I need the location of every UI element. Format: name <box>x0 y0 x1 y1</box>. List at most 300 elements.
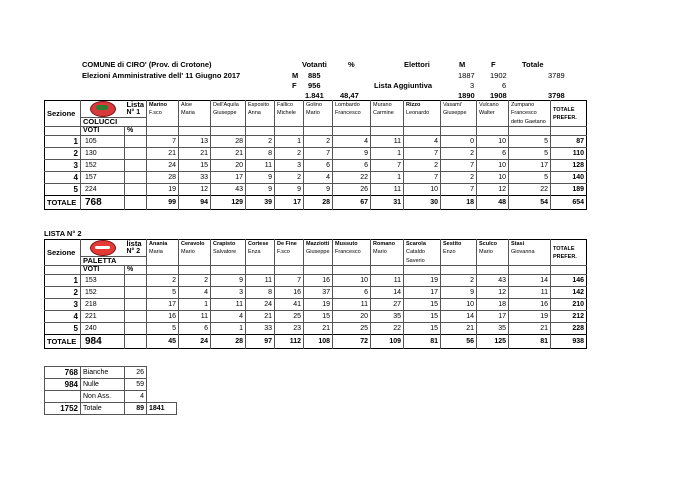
summary-label: Bianche <box>81 367 125 379</box>
preference-count: 0 <box>441 136 477 148</box>
final-m: 1890 <box>458 91 475 100</box>
lista2-table <box>44 239 587 349</box>
section-total-pref: 140 <box>551 172 587 184</box>
candidate-firstname: Enzo <box>441 248 477 256</box>
candidate-surname: Zumpano <box>509 101 551 110</box>
total-preference: 94 <box>179 196 211 210</box>
preference-count: 21 <box>179 148 211 160</box>
summary-value: 26 <box>125 367 147 379</box>
preference-count: 3 <box>275 160 304 172</box>
lista-aggiuntiva-label: Lista Aggiuntiva <box>374 81 433 90</box>
m-votanti: 885 <box>308 71 321 80</box>
elettori-tot: 3789 <box>548 71 565 80</box>
preference-count: 9 <box>246 184 275 196</box>
candidate-extra <box>441 257 477 266</box>
blank-cell <box>551 266 587 275</box>
total-preference: 18 <box>441 196 477 210</box>
elettori-label: Elettori <box>404 60 430 69</box>
preference-count: 11 <box>333 299 371 311</box>
final-f: 1908 <box>490 91 507 100</box>
candidate-surname: De Fine <box>275 240 304 249</box>
sezione-label: Sezione <box>47 247 76 257</box>
voti-label: VOTI <box>81 266 125 275</box>
preference-count: 7 <box>275 275 304 287</box>
preference-count: 22 <box>371 323 404 335</box>
section-total-pref: 228 <box>551 323 587 335</box>
lista-label: lista <box>126 239 142 248</box>
blank-cell <box>304 266 333 275</box>
candidate-surname: Anania <box>147 240 179 249</box>
total-preference: 125 <box>477 335 509 349</box>
summary-label: Non Ass. <box>81 391 125 403</box>
candidate-firstname: Francesco <box>509 109 551 117</box>
candidate-extra <box>275 257 304 266</box>
f-label-votanti: F <box>292 81 297 90</box>
preference-count: 37 <box>304 287 333 299</box>
blank-cell <box>125 196 147 210</box>
candidate-surname: Dell'Aquila <box>211 101 246 110</box>
summary-value: 59 <box>125 379 147 391</box>
total-preference: 54 <box>509 196 551 210</box>
candidate-firstname: Giuseppe <box>211 109 246 117</box>
section-total-pref: 212 <box>551 311 587 323</box>
section-row <box>45 299 587 311</box>
candidate-extra: detto Gaetano <box>509 118 551 127</box>
totale-pref-header <box>551 101 587 127</box>
total-preference: 28 <box>304 196 333 210</box>
totale-voti: 984 <box>81 335 125 349</box>
preference-count: 9 <box>246 172 275 184</box>
preference-count: 7 <box>404 172 441 184</box>
preference-count: 12 <box>179 184 211 196</box>
preference-count: 8 <box>246 287 275 299</box>
summary-value: 4 <box>125 391 147 403</box>
candidate-surname: Crapisto <box>211 240 246 249</box>
preference-count: 33 <box>246 323 275 335</box>
totale-pref-label: TOTALE <box>553 245 575 252</box>
candidate-extra <box>477 118 509 127</box>
summary-value: 89 <box>125 403 147 415</box>
preference-count: 10 <box>441 299 477 311</box>
preference-count: 2 <box>404 160 441 172</box>
summary-number: 1752 <box>45 403 81 415</box>
candidate-firstname: Cataldo <box>404 248 441 256</box>
pct-label: % <box>348 60 355 69</box>
list-leader-name: PALETTA <box>81 257 147 266</box>
preference-count: 7 <box>371 160 404 172</box>
blank-cell <box>404 127 441 136</box>
preference-count: 11 <box>371 275 404 287</box>
blank-cell <box>45 266 81 275</box>
preference-count: 7 <box>304 148 333 160</box>
total-preference: 108 <box>304 335 333 349</box>
preference-count: 25 <box>333 323 371 335</box>
candidate-surname: Cortese <box>246 240 275 249</box>
sezione-label: Sezione <box>47 108 76 118</box>
section-voti: 105 <box>81 136 125 148</box>
section-voti: 153 <box>81 275 125 287</box>
section-total-pref: 189 <box>551 184 587 196</box>
preference-count: 11 <box>371 136 404 148</box>
preference-count: 4 <box>211 311 246 323</box>
summary-number <box>45 391 81 403</box>
preference-count: 7 <box>441 160 477 172</box>
candidate-extra <box>246 257 275 266</box>
agg-f: 6 <box>502 81 507 90</box>
total-preference: 24 <box>179 335 211 349</box>
party-logo <box>90 240 116 256</box>
lista-num-cell <box>125 240 147 257</box>
candidate-extra <box>509 257 551 266</box>
preference-count: 15 <box>179 160 211 172</box>
candidate-extra <box>441 118 477 127</box>
candidate-extra <box>333 257 371 266</box>
candidate-firstname: Leonardo <box>404 109 441 117</box>
summary-row <box>45 367 177 379</box>
section-total-pref: 110 <box>551 148 587 160</box>
preference-count: 10 <box>477 136 509 148</box>
blank-cell <box>179 127 211 136</box>
m-label-votanti: M <box>292 71 299 80</box>
section-pct <box>125 299 147 311</box>
lista-num-cell <box>125 101 147 118</box>
blank-cell <box>45 127 81 136</box>
total-preference: 72 <box>333 335 371 349</box>
candidate-firstname: Giovanna <box>509 248 551 256</box>
preference-count: 14 <box>371 287 404 299</box>
preference-count: 2 <box>304 136 333 148</box>
blank-cell <box>304 127 333 136</box>
section-total-pref: 142 <box>551 287 587 299</box>
candidate-extra: Saverio <box>404 257 441 266</box>
preference-count: 35 <box>477 323 509 335</box>
section-voti: 224 <box>81 184 125 196</box>
blank-cell <box>147 266 179 275</box>
candidate-firstname: Mario <box>477 248 509 256</box>
preference-count: 6 <box>179 323 211 335</box>
section-number: 2 <box>45 148 81 160</box>
totale-pref-header <box>551 240 587 266</box>
candidate-surname: Sestito <box>441 240 477 249</box>
blank-cell <box>509 266 551 275</box>
candidate-firstname: Giuseppe <box>304 248 333 256</box>
preference-count: 1 <box>371 148 404 160</box>
voti-label: VOTI <box>81 127 125 136</box>
candidate-surname: Mazziotti <box>304 240 333 249</box>
total-preference: 109 <box>371 335 404 349</box>
blank-cell <box>211 266 246 275</box>
candidate-firstname: Enza <box>246 248 275 256</box>
candidate-surname: Sculco <box>477 240 509 249</box>
preference-count: 11 <box>246 275 275 287</box>
candidate-extra <box>275 118 304 127</box>
preference-count: 6 <box>333 160 371 172</box>
section-total-pref: 128 <box>551 160 587 172</box>
blank-cell <box>275 127 304 136</box>
section-number: 1 <box>45 275 81 287</box>
section-total-pref: 146 <box>551 275 587 287</box>
preference-count: 16 <box>509 299 551 311</box>
candidate-extra <box>304 257 333 266</box>
totale-label: TOTALE <box>45 196 81 210</box>
section-voti: 157 <box>81 172 125 184</box>
preference-count: 1 <box>371 172 404 184</box>
prefer-label: PREFER. <box>553 114 577 121</box>
preference-count: 35 <box>371 311 404 323</box>
candidate-extra <box>371 257 404 266</box>
summary-row <box>45 391 177 403</box>
preference-count: 15 <box>404 311 441 323</box>
preference-count: 10 <box>477 172 509 184</box>
candidate-extra <box>179 257 211 266</box>
preference-count: 14 <box>509 275 551 287</box>
candidate-extra <box>404 118 441 127</box>
total-preference: 31 <box>371 196 404 210</box>
lista-number: N° 2 <box>126 248 141 255</box>
candidate-surname: Rizzo <box>404 101 441 110</box>
candidate-firstname: Francesco <box>333 248 371 256</box>
prefer-label: PREFER. <box>553 253 577 260</box>
section-pct <box>125 275 147 287</box>
candidate-firstname: Giuseppe <box>441 109 477 117</box>
preference-count: 10 <box>333 275 371 287</box>
preference-count: 21 <box>509 323 551 335</box>
candidate-firstname: Anna <box>246 109 275 117</box>
preference-count: 6 <box>304 160 333 172</box>
preference-count: 2 <box>179 275 211 287</box>
candidate-extra <box>477 257 509 266</box>
preference-count: 17 <box>147 299 179 311</box>
total-preference: 99 <box>147 196 179 210</box>
candidate-extra <box>333 118 371 127</box>
preference-count: 17 <box>477 311 509 323</box>
preference-count: 1 <box>275 136 304 148</box>
logo-cell <box>81 101 125 118</box>
section-voti: 218 <box>81 299 125 311</box>
section-number: 4 <box>45 172 81 184</box>
preference-count: 18 <box>477 299 509 311</box>
total-preference: 97 <box>246 335 275 349</box>
candidate-surname: Romano <box>371 240 404 249</box>
section-row <box>45 311 587 323</box>
section-number: 1 <box>45 136 81 148</box>
lista-label: Lista <box>126 100 145 109</box>
blank-cell <box>477 127 509 136</box>
candidate-surname: Aloe <box>179 101 211 110</box>
preference-count: 22 <box>509 184 551 196</box>
preference-count: 12 <box>477 184 509 196</box>
section-row <box>45 136 587 148</box>
totale-voti: 768 <box>81 196 125 210</box>
preference-count: 4 <box>304 172 333 184</box>
lista1-table <box>44 100 587 210</box>
candidate-surname: Marino <box>147 101 179 110</box>
logo-cell <box>81 240 125 257</box>
section-voti: 130 <box>81 148 125 160</box>
preference-count: 2 <box>147 275 179 287</box>
preference-count: 2 <box>441 275 477 287</box>
section-number: 5 <box>45 184 81 196</box>
candidate-firstname: Mario <box>371 248 404 256</box>
candidate-firstname: Mario <box>304 109 333 117</box>
agg-m: 3 <box>470 81 475 90</box>
preference-count: 2 <box>246 136 275 148</box>
preference-count: 2 <box>275 148 304 160</box>
preference-count: 13 <box>179 136 211 148</box>
totale-pref: 938 <box>551 335 587 349</box>
preference-count: 7 <box>404 148 441 160</box>
blank-cell <box>371 127 404 136</box>
preference-count: 33 <box>179 172 211 184</box>
candidate-surname: Stasi <box>509 240 551 249</box>
candidate-extra <box>147 118 179 127</box>
preference-count: 21 <box>441 323 477 335</box>
blank-cell <box>211 127 246 136</box>
tot-votanti: 1.841 <box>305 91 324 100</box>
preference-count: 4 <box>333 136 371 148</box>
blank-cell <box>333 127 371 136</box>
preference-count: 15 <box>304 311 333 323</box>
total-preference: 48 <box>477 196 509 210</box>
candidate-surname: Golino <box>304 101 333 110</box>
preference-count: 26 <box>333 184 371 196</box>
blank-cell <box>477 266 509 275</box>
candidate-surname: Scarola <box>404 240 441 249</box>
section-voti: 221 <box>81 311 125 323</box>
preference-count: 15 <box>404 323 441 335</box>
section-voti: 152 <box>81 160 125 172</box>
section-row <box>45 172 587 184</box>
section-total-pref: 87 <box>551 136 587 148</box>
candidate-firstname: Salvatore <box>211 248 246 256</box>
blank-cell <box>147 127 179 136</box>
total-preference: 30 <box>404 196 441 210</box>
preference-count: 2 <box>441 172 477 184</box>
candidate-surname: Vulcano <box>477 101 509 110</box>
preference-count: 14 <box>441 311 477 323</box>
candidate-extra <box>371 118 404 127</box>
preference-count: 9 <box>441 287 477 299</box>
blank-cell <box>371 266 404 275</box>
preference-count: 5 <box>509 136 551 148</box>
preference-count: 9 <box>333 148 371 160</box>
preference-count: 5 <box>509 148 551 160</box>
preference-count: 24 <box>147 160 179 172</box>
section-number: 4 <box>45 311 81 323</box>
preference-count: 11 <box>371 184 404 196</box>
preference-count: 21 <box>304 323 333 335</box>
candidate-firstname: Maria <box>179 109 211 117</box>
candidate-surname: Fallico <box>275 101 304 110</box>
elezioni-title: Elezioni Amministrative dell' 11 Giugno 2017 <box>82 71 241 80</box>
preference-count: 9 <box>275 184 304 196</box>
list-leader-name: COLUCCI <box>81 118 147 127</box>
total-preference: 81 <box>404 335 441 349</box>
section-number: 3 <box>45 299 81 311</box>
summary-number: 984 <box>45 379 81 391</box>
pct-label: % <box>125 266 147 275</box>
candidate-surname: Esposito <box>246 101 275 110</box>
preference-count: 21 <box>246 311 275 323</box>
section-total-pref: 210 <box>551 299 587 311</box>
section-row <box>45 184 587 196</box>
preference-count: 9 <box>211 275 246 287</box>
preference-count: 19 <box>147 184 179 196</box>
total-preference: 112 <box>275 335 304 349</box>
total-preference: 28 <box>211 335 246 349</box>
preference-count: 19 <box>304 299 333 311</box>
party-logo <box>90 101 116 117</box>
summary-label: Totale <box>81 403 125 415</box>
section-pct <box>125 160 147 172</box>
preference-count: 9 <box>304 184 333 196</box>
final-tot: 3798 <box>548 91 565 100</box>
preference-count: 6 <box>333 287 371 299</box>
lista-number: N° 1 <box>126 109 141 116</box>
candidate-surname: Ceravolo <box>179 240 211 249</box>
preference-count: 16 <box>304 275 333 287</box>
section-number: 3 <box>45 160 81 172</box>
preference-count: 15 <box>404 299 441 311</box>
section-number: 2 <box>45 287 81 299</box>
section-number: 5 <box>45 323 81 335</box>
total-preference: 17 <box>275 196 304 210</box>
blank-cell <box>125 335 147 349</box>
section-voti: 152 <box>81 287 125 299</box>
preference-count: 4 <box>404 136 441 148</box>
preference-count: 16 <box>275 287 304 299</box>
lista2-header: LISTA N° 2 <box>44 229 82 238</box>
section-voti: 240 <box>81 323 125 335</box>
candidate-firstname: F.sco <box>147 109 179 117</box>
candidate-firstname: Michele <box>275 109 304 117</box>
candidate-firstname: Carmine <box>371 109 404 117</box>
summary-table <box>44 366 177 415</box>
votanti-label: Votanti <box>302 60 327 69</box>
blank-cell <box>275 266 304 275</box>
preference-count: 11 <box>179 311 211 323</box>
preference-count: 5 <box>147 287 179 299</box>
preference-count: 28 <box>147 172 179 184</box>
totale-pref-label: TOTALE <box>553 106 575 113</box>
preference-count: 43 <box>211 184 246 196</box>
candidate-extra <box>246 118 275 127</box>
totale-label: TOTALE <box>45 335 81 349</box>
blank-cell <box>441 127 477 136</box>
preference-count: 21 <box>147 148 179 160</box>
summary-row <box>45 379 177 391</box>
preference-count: 7 <box>441 184 477 196</box>
preference-count: 10 <box>477 160 509 172</box>
blank-cell <box>404 266 441 275</box>
preference-count: 5 <box>509 172 551 184</box>
candidate-surname: Lombardo <box>333 101 371 110</box>
preference-count: 21 <box>211 148 246 160</box>
preference-count: 4 <box>179 287 211 299</box>
preference-count: 17 <box>211 172 246 184</box>
preference-count: 24 <box>246 299 275 311</box>
section-pct <box>125 172 147 184</box>
candidate-extra <box>304 118 333 127</box>
blank-cell <box>333 266 371 275</box>
summary-extra: 1841 <box>147 403 177 415</box>
preference-count: 5 <box>147 323 179 335</box>
section-row <box>45 323 587 335</box>
preference-count: 43 <box>477 275 509 287</box>
totale-pref: 654 <box>551 196 587 210</box>
preference-count: 11 <box>509 287 551 299</box>
section-pct <box>125 287 147 299</box>
